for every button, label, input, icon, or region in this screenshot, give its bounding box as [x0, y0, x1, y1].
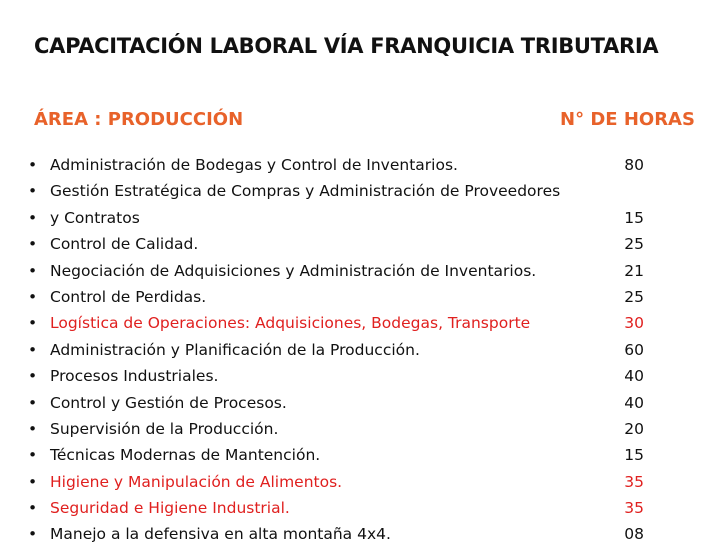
- bullet-icon: •: [28, 340, 38, 359]
- course-hours: 35: [624, 499, 644, 518]
- course-hours: 15: [624, 208, 644, 227]
- course-name: Control de Perdidas.: [50, 287, 207, 306]
- bullet-icon: •: [28, 472, 38, 491]
- list-item: [28, 390, 688, 416]
- course-hours: 35: [624, 472, 644, 491]
- bullet-icon: •: [28, 419, 38, 438]
- list-item: [28, 521, 688, 547]
- course-hours: 20: [624, 419, 644, 438]
- course-hours: 40: [624, 393, 644, 412]
- list-item: [28, 416, 688, 442]
- bullet-icon: •: [28, 235, 38, 254]
- bullet-icon: •: [28, 367, 38, 386]
- course-name: Técnicas Modernas de Mantención.: [50, 446, 321, 465]
- course-name: Administración de Bodegas y Control de Inventarios.: [50, 156, 458, 174]
- bullet-icon: •: [28, 525, 38, 544]
- course-hours: 25: [624, 287, 644, 306]
- list-item: [28, 363, 688, 389]
- course-name: Control de Calidad.: [50, 235, 199, 254]
- course-name: Supervisión de la Producción.: [50, 419, 279, 438]
- list-item: [28, 205, 688, 231]
- course-name: Manejo a la defensiva en alta montaña 4x4.: [50, 525, 391, 544]
- list-item: [28, 258, 688, 284]
- course-name: Administración y Planificación de la Producción.: [50, 340, 420, 359]
- bullet-icon: •: [28, 287, 38, 306]
- list-item: [28, 284, 688, 310]
- course-name: Logística de Operaciones: Adquisiciones, Bodegas, Transporte: [50, 314, 531, 333]
- bullet-icon: •: [28, 446, 38, 465]
- list-item: [28, 337, 688, 363]
- course-hours: 21: [624, 261, 644, 280]
- bullet-icon: •: [28, 261, 38, 280]
- course-hours: 30: [624, 314, 644, 333]
- bullet-icon: •: [28, 182, 38, 201]
- bullet-icon: •: [28, 156, 38, 174]
- course-name: Seguridad e Higiene Industrial.: [50, 499, 290, 518]
- course-name: Negociación de Adquisiciones y Administración de Inventarios.: [50, 261, 537, 280]
- course-hours: 40: [624, 367, 644, 386]
- course-name: Gestión Estratégica de Compras y Administración de Proveedores: [50, 182, 561, 201]
- course-hours: 80: [624, 156, 644, 174]
- course-name: Procesos Industriales.: [50, 367, 219, 386]
- bullet-icon: •: [28, 208, 38, 227]
- hours-heading: N° DE HORAS: [560, 109, 695, 130]
- list-item: [28, 152, 688, 178]
- bullet-icon: •: [28, 499, 38, 518]
- list-item: [28, 469, 688, 495]
- course-name: Higiene y Manipulación de Alimentos.: [50, 472, 343, 491]
- list-item: [28, 178, 688, 204]
- bullet-icon: •: [28, 393, 38, 412]
- course-hours: 15: [624, 446, 644, 465]
- area-heading: ÁREA : PRODUCCIÓN: [34, 109, 244, 130]
- course-hours: 60: [624, 340, 644, 359]
- course-list: [28, 152, 688, 548]
- list-item: [28, 231, 688, 257]
- course-hours: 25: [624, 235, 644, 254]
- course-name: y Contratos: [50, 208, 140, 227]
- list-item: [28, 495, 688, 521]
- course-name: Control y Gestión de Procesos.: [50, 393, 287, 412]
- list-item: [28, 442, 688, 468]
- course-hours: 08: [624, 525, 644, 544]
- page-title: CAPACITACIÓN LABORAL VÍA FRANQUICIA TRIBUTARIA: [34, 34, 659, 58]
- bullet-icon: •: [28, 314, 38, 333]
- list-item: [28, 310, 688, 336]
